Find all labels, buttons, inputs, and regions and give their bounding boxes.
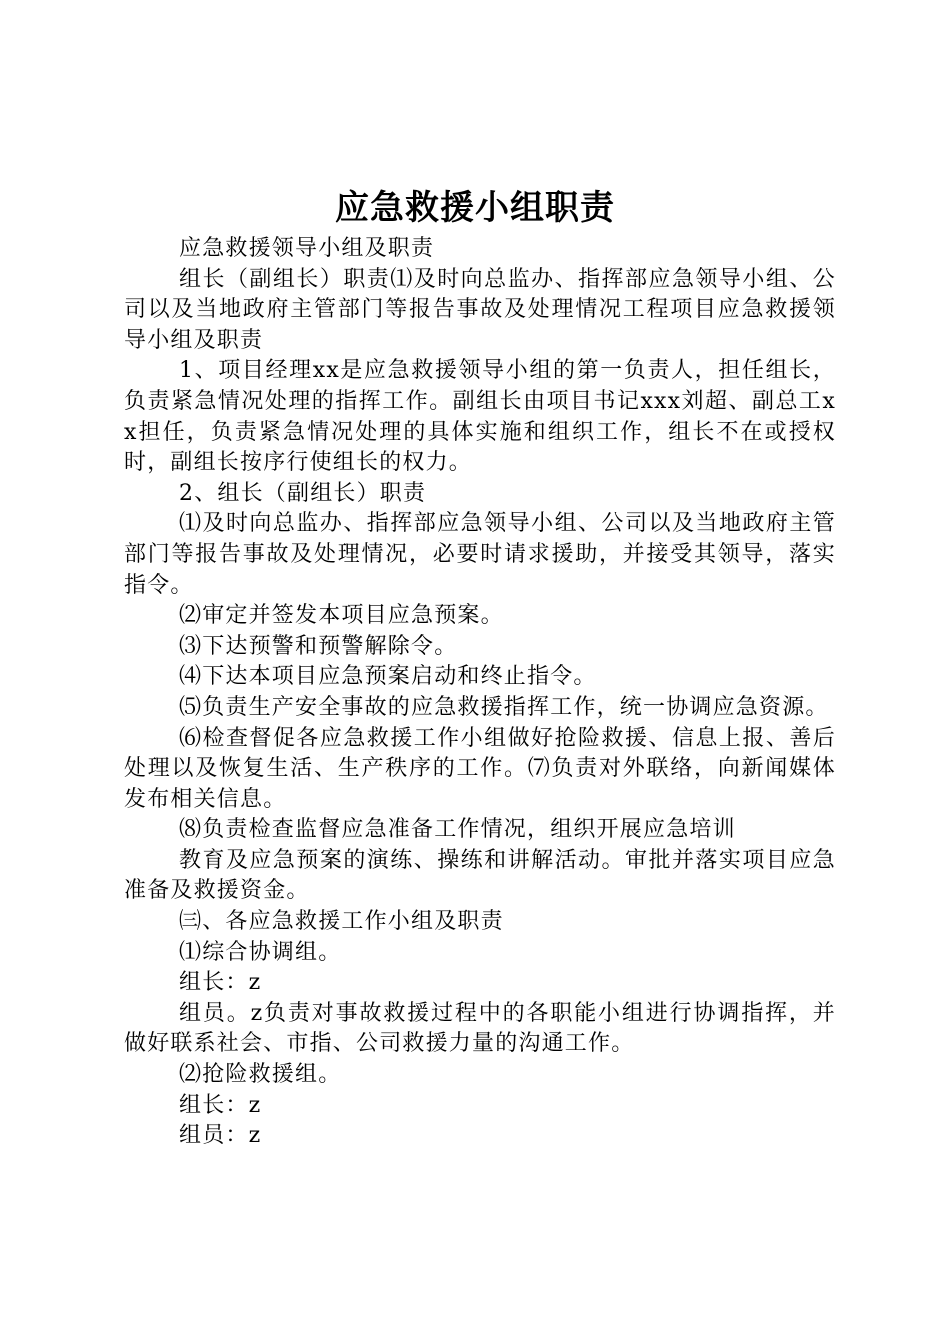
paragraph-item-1: 1、项目经理xx是应急救援领导小组的第一负责人，担任组长，负责紧急情况处理的指挥工作。副组长由项目书记xxx刘超、副总工xx担任，负责紧急情况处理的具体实施和组织工作，组长不在或授权时，副组长按序行使组长的权力。	[124, 358, 836, 476]
document-body	[124, 234, 836, 1152]
paragraph-group-2-leader: 组长：z	[179, 1092, 262, 1118]
paragraph-leadership-heading: 应急救援领导小组及职责	[179, 236, 435, 261]
paragraph-duty-5: ⑸负责生产安全事故的应急救援指挥工作，统一协调应急资源。	[179, 694, 829, 720]
paragraph-item-2-heading: 2、组长（副组长）职责	[179, 480, 427, 506]
document-title: 应急救援小组职责	[335, 188, 615, 228]
paragraph-group-2-members: 组员：z	[179, 1123, 262, 1149]
paragraph-duty-4: ⑷下达本项目应急预案启动和终止指令。	[179, 664, 597, 690]
paragraph-section-3-heading: ㈢、各应急救援工作小组及职责	[179, 909, 504, 935]
paragraph-leader-duties-intro: 组长（副组长）职责⑴及时向总监办、指挥部应急领导小组、公司以及当地政府主管部门等报告事故及处理情况工程项目应急救援领导小组及职责	[124, 266, 836, 353]
paragraph-group-1-members: 组员。z负责对事故救援过程中的各职能小组进行协调指挥，并做好联系社会、市指、公司救援力量的沟通工作。	[124, 1000, 836, 1057]
paragraph-group-1-leader: 组长：z	[179, 970, 262, 996]
paragraph-duty-1: ⑴及时向总监办、指挥部应急领导小组、公司以及当地政府主管部门等报告事故及处理情况，必要时请求援助，并接受其领导，落实指令。	[124, 511, 836, 598]
paragraph-group-2-heading: ⑵抢险救援组。	[179, 1062, 342, 1088]
paragraph-duty-8-continued: 教育及应急预案的演练、操练和讲解活动。审批并落实项目应急准备及救援资金。	[124, 847, 836, 904]
paragraph-duty-3: ⑶下达预警和预警解除令。	[179, 633, 458, 659]
paragraph-duty-6-7: ⑹检查督促各应急救援工作小组做好抢险救援、信息上报、善后处理以及恢复生活、生产秩序的工作。⑺负责对外联络，向新闻媒体发布相关信息。	[124, 725, 836, 812]
paragraph-duty-2: ⑵审定并签发本项目应急预案。	[179, 603, 504, 629]
paragraph-group-1-heading: ⑴综合协调组。	[179, 939, 342, 965]
paragraph-duty-8: ⑻负责检查监督应急准备工作情况，组织开展应急培训	[179, 817, 736, 843]
